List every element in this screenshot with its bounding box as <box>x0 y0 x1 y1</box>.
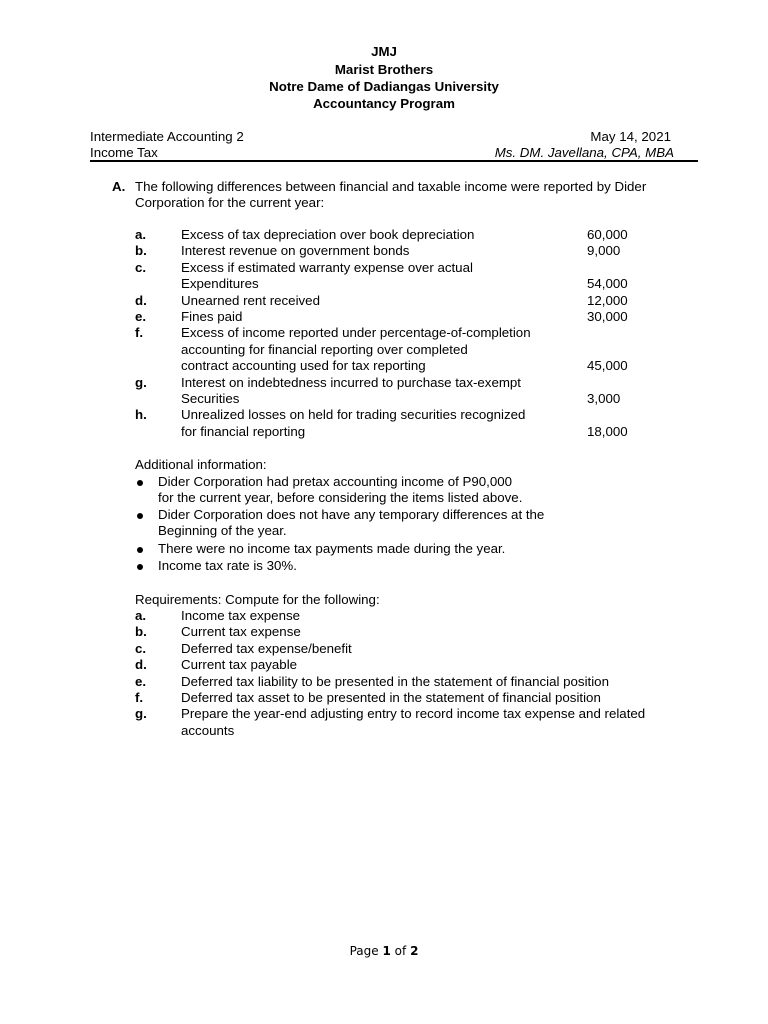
problem-intro-line1: The following differences between financial and taxable income were reported by Dider <box>135 179 647 194</box>
item-description: Excess of income reported under percentage-of-completion <box>181 325 531 341</box>
bullet-text: Dider Corporation does not have any temporary differences at the <box>158 507 545 522</box>
bullet-text: There were no income tax payments made during the year. <box>158 541 506 556</box>
bullet-text: Dider Corporation had pretax accounting income of P90,000 <box>158 474 513 489</box>
item-amount: 60,000 <box>587 227 628 242</box>
header-rule <box>90 160 698 162</box>
requirement-label: a. <box>135 608 147 623</box>
course-name: Intermediate Accounting 2 <box>90 129 244 144</box>
bullet-dot <box>137 513 143 519</box>
header-university: Notre Dame of Dadiangas University <box>269 79 499 94</box>
item-description: Excess of tax depreciation over book depreciation <box>181 227 475 242</box>
requirement-text: Current tax expense <box>181 624 301 640</box>
bullet-text: for the current year, before considering the items listed above. <box>158 490 523 506</box>
requirement-label: c. <box>135 640 147 656</box>
bullet-dot <box>137 547 143 553</box>
header-jmj: JMJ <box>371 44 397 59</box>
requirement-label: e. <box>135 673 147 689</box>
page-number: 1 <box>382 944 391 958</box>
instructor: Ms. DM. Javellana, CPA, MBA <box>494 145 674 160</box>
item-amount: 45,000 <box>587 358 628 374</box>
item-label: b. <box>135 243 147 259</box>
topic: Income Tax <box>90 145 158 160</box>
bullet-dot <box>137 480 143 486</box>
item-description: Fines paid <box>181 309 243 324</box>
additional-title: Additional information: <box>135 457 267 472</box>
item-amount: 3,000 <box>587 391 621 406</box>
requirement-label: g. <box>135 706 147 722</box>
item-label: h. <box>135 407 147 423</box>
item-amount: 12,000 <box>587 292 628 308</box>
item-description: for financial reporting <box>181 423 306 439</box>
item-description: contract accounting used for tax reporting <box>181 358 426 374</box>
document-date: May 14, 2021 <box>590 129 671 144</box>
item-description: Interest on indebtedness incurred to purchase tax-exempt <box>181 374 522 390</box>
item-description: Securities <box>181 391 240 406</box>
item-description: Unrealized losses on held for trading securities recognized <box>181 407 526 423</box>
item-amount: 18,000 <box>587 423 628 439</box>
item-amount: 54,000 <box>587 276 628 292</box>
item-description: Interest revenue on government bonds <box>181 243 410 259</box>
requirement-text: Current tax payable <box>181 657 298 673</box>
requirement-text: Prepare the year-end adjusting entry to record income tax expense and related <box>181 706 646 722</box>
requirement-text: accounts <box>181 722 235 738</box>
item-label: d. <box>135 292 147 308</box>
item-label: e. <box>135 309 147 324</box>
requirement-text: Deferred tax liability to be presented in the statement of financial position <box>181 673 609 689</box>
item-amount: 30,000 <box>587 309 628 324</box>
item-description: Excess if estimated warranty expense over actual <box>181 259 473 275</box>
bullet-text: Income tax rate is 30%. <box>158 558 297 573</box>
problem-letter: A. <box>112 179 126 194</box>
item-description: accounting for financial reporting over completed <box>181 341 468 357</box>
requirement-label: d. <box>135 657 147 673</box>
problem-intro-line2: Corporation for the current year: <box>135 195 325 210</box>
item-amount: 9,000 <box>587 243 621 259</box>
requirements-title: Requirements: Compute for the following: <box>135 592 380 607</box>
of-word: of <box>394 944 407 958</box>
requirement-label: b. <box>135 624 147 640</box>
page-footer <box>0 944 768 958</box>
requirement-label: f. <box>135 690 144 705</box>
header-program: Accountancy Program <box>313 96 455 111</box>
item-description: Unearned rent received <box>181 292 320 308</box>
page-word: Page <box>349 944 379 958</box>
bullet-dot <box>137 564 143 570</box>
header-org: Marist Brothers <box>334 62 434 77</box>
bullet-text: Beginning of the year. <box>158 523 287 539</box>
item-label: f. <box>135 325 144 341</box>
item-label: a. <box>135 227 147 242</box>
requirement-text: Deferred tax asset to be presented in the statement of financial position <box>181 690 601 705</box>
item-label: c. <box>135 259 147 275</box>
item-label: g. <box>135 374 147 390</box>
page-total: 2 <box>410 944 419 958</box>
requirement-text: Income tax expense <box>181 608 301 623</box>
requirement-text: Deferred tax expense/benefit <box>181 640 352 656</box>
item-description: Expenditures <box>181 276 259 292</box>
